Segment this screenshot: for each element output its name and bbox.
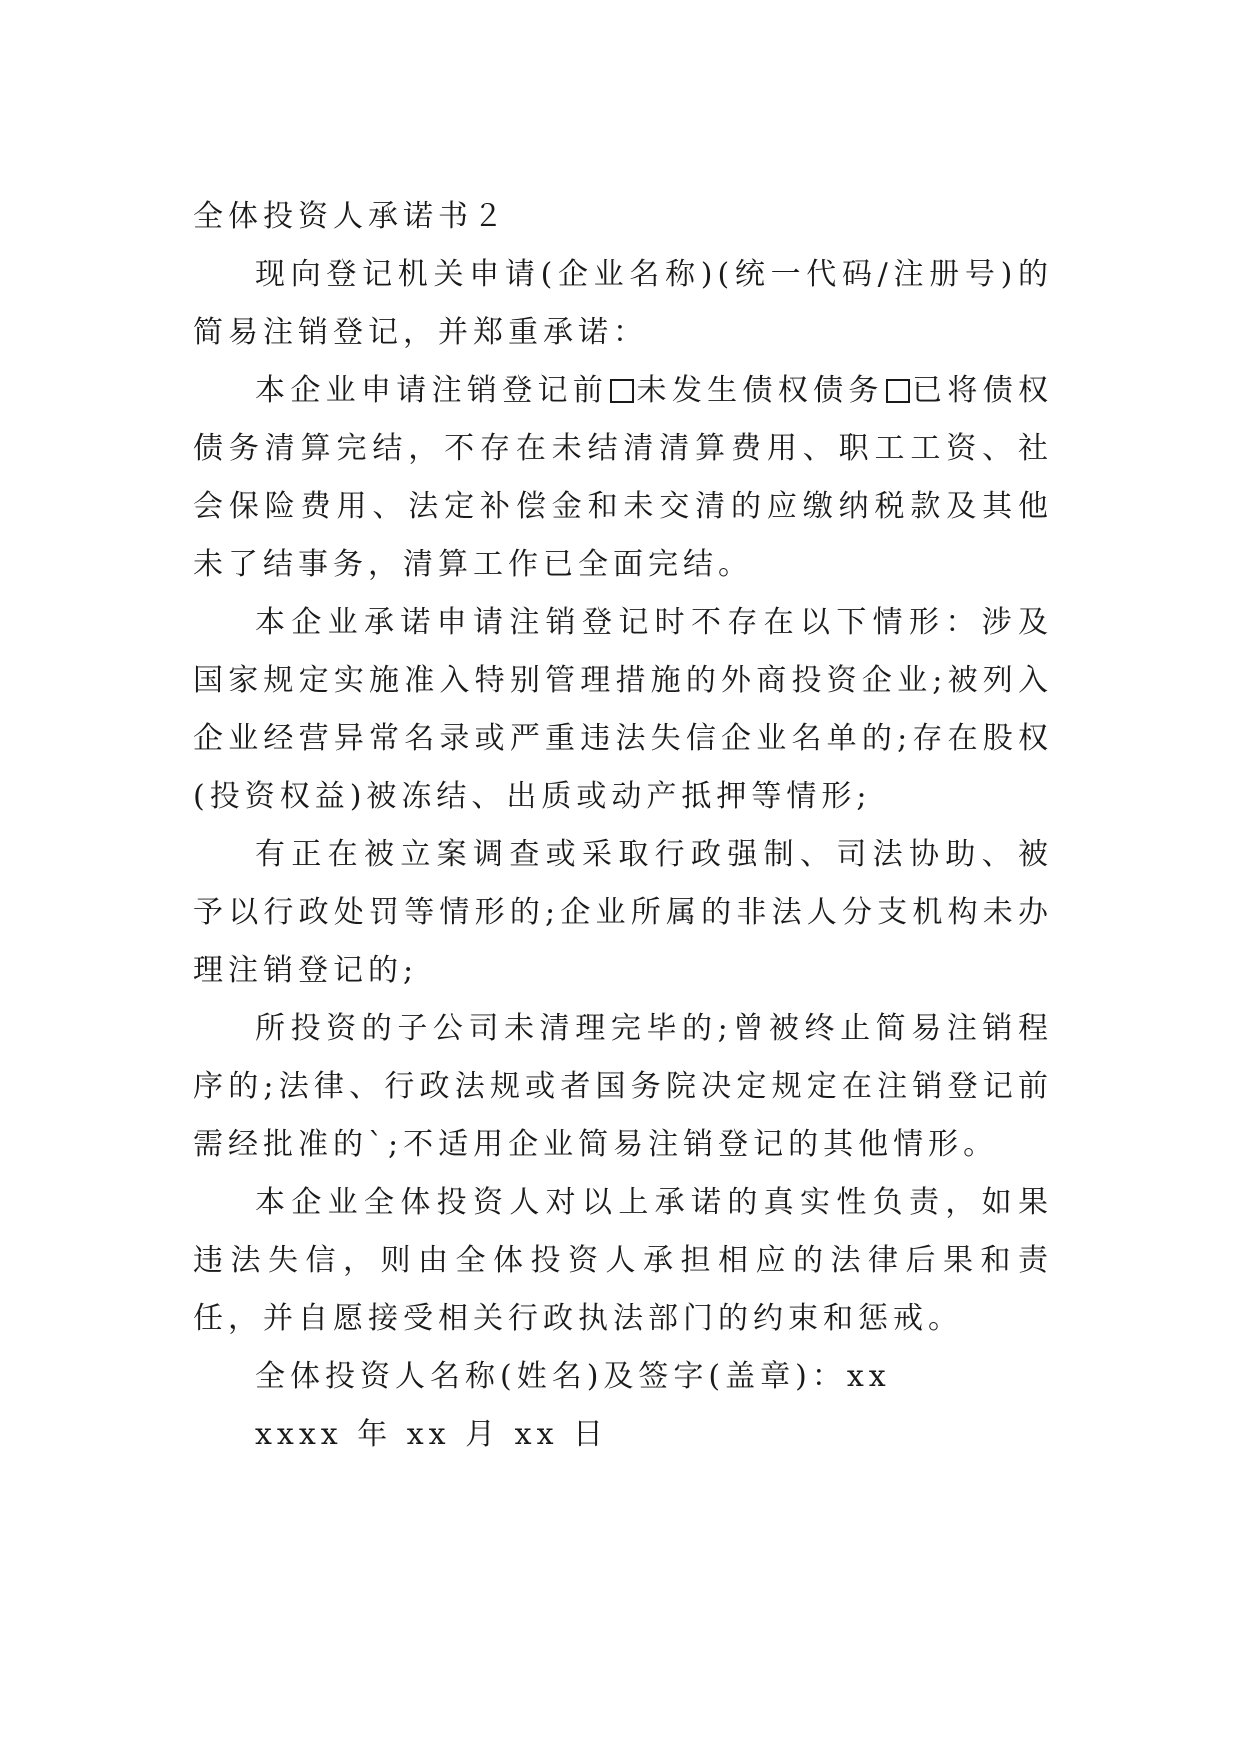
paragraph-debt-text-3: 已将债权债务清算完结，不存在未结清清算费用、职工工资、社会保险费用、法定补偿金和未交清的应缴纳税款及其他未了结事务，清算工作已全面完结。 (193, 373, 1054, 582)
paragraph-exclusions: 本企业承诺申请注销登记时不存在以下情形：涉及国家规定实施准入特别管理措施的外商投资企业;被列入企业经营异常名录或严重违法失信企业名单的;存在股权(投资权益)被冻结、出质或动产抵押等情形; (193, 605, 1053, 814)
date-line: xxxx 年 xx 月 xx 日 (255, 1417, 609, 1452)
document-title: 全体投资人承诺书２ (193, 199, 508, 234)
no-debt-checkbox[interactable] (610, 379, 634, 403)
paragraph-debt-text-2: 未发生债权债务 (636, 373, 884, 408)
paragraph-subsidiaries: 所投资的子公司未清理完毕的;曾被终止简易注销程序的;法律、行政法规或者国务院决定规定在注销登记前需经批准的`;不适用企业简易注销登记的其他情形。 (193, 1011, 1053, 1162)
paragraph-application: 现向登记机关申请(企业名称)(统一代码/注册号)的简易注销登记，并郑重承诺： (193, 257, 1053, 350)
debt-settled-checkbox[interactable] (886, 379, 910, 403)
paragraph-debt-text-1: 本企业申请注销登记前 (255, 373, 609, 408)
paragraph-debt-statement (193, 362, 1053, 594)
document-body (193, 188, 1053, 1464)
paragraph-investigation: 有正在被立案调查或采取行政强制、司法协助、被予以行政处罚等情形的;企业所属的非法人分支机构未办理注销登记的; (193, 837, 1053, 988)
paragraph-responsibility: 本企业全体投资人对以上承诺的真实性负责，如果违法失信，则由全体投资人承担相应的法律后果和责任，并自愿接受相关行政执法部门的约束和惩戒。 (193, 1185, 1053, 1336)
signature-line: 全体投资人名称(姓名)及签字(盖章)：xx (255, 1359, 891, 1394)
